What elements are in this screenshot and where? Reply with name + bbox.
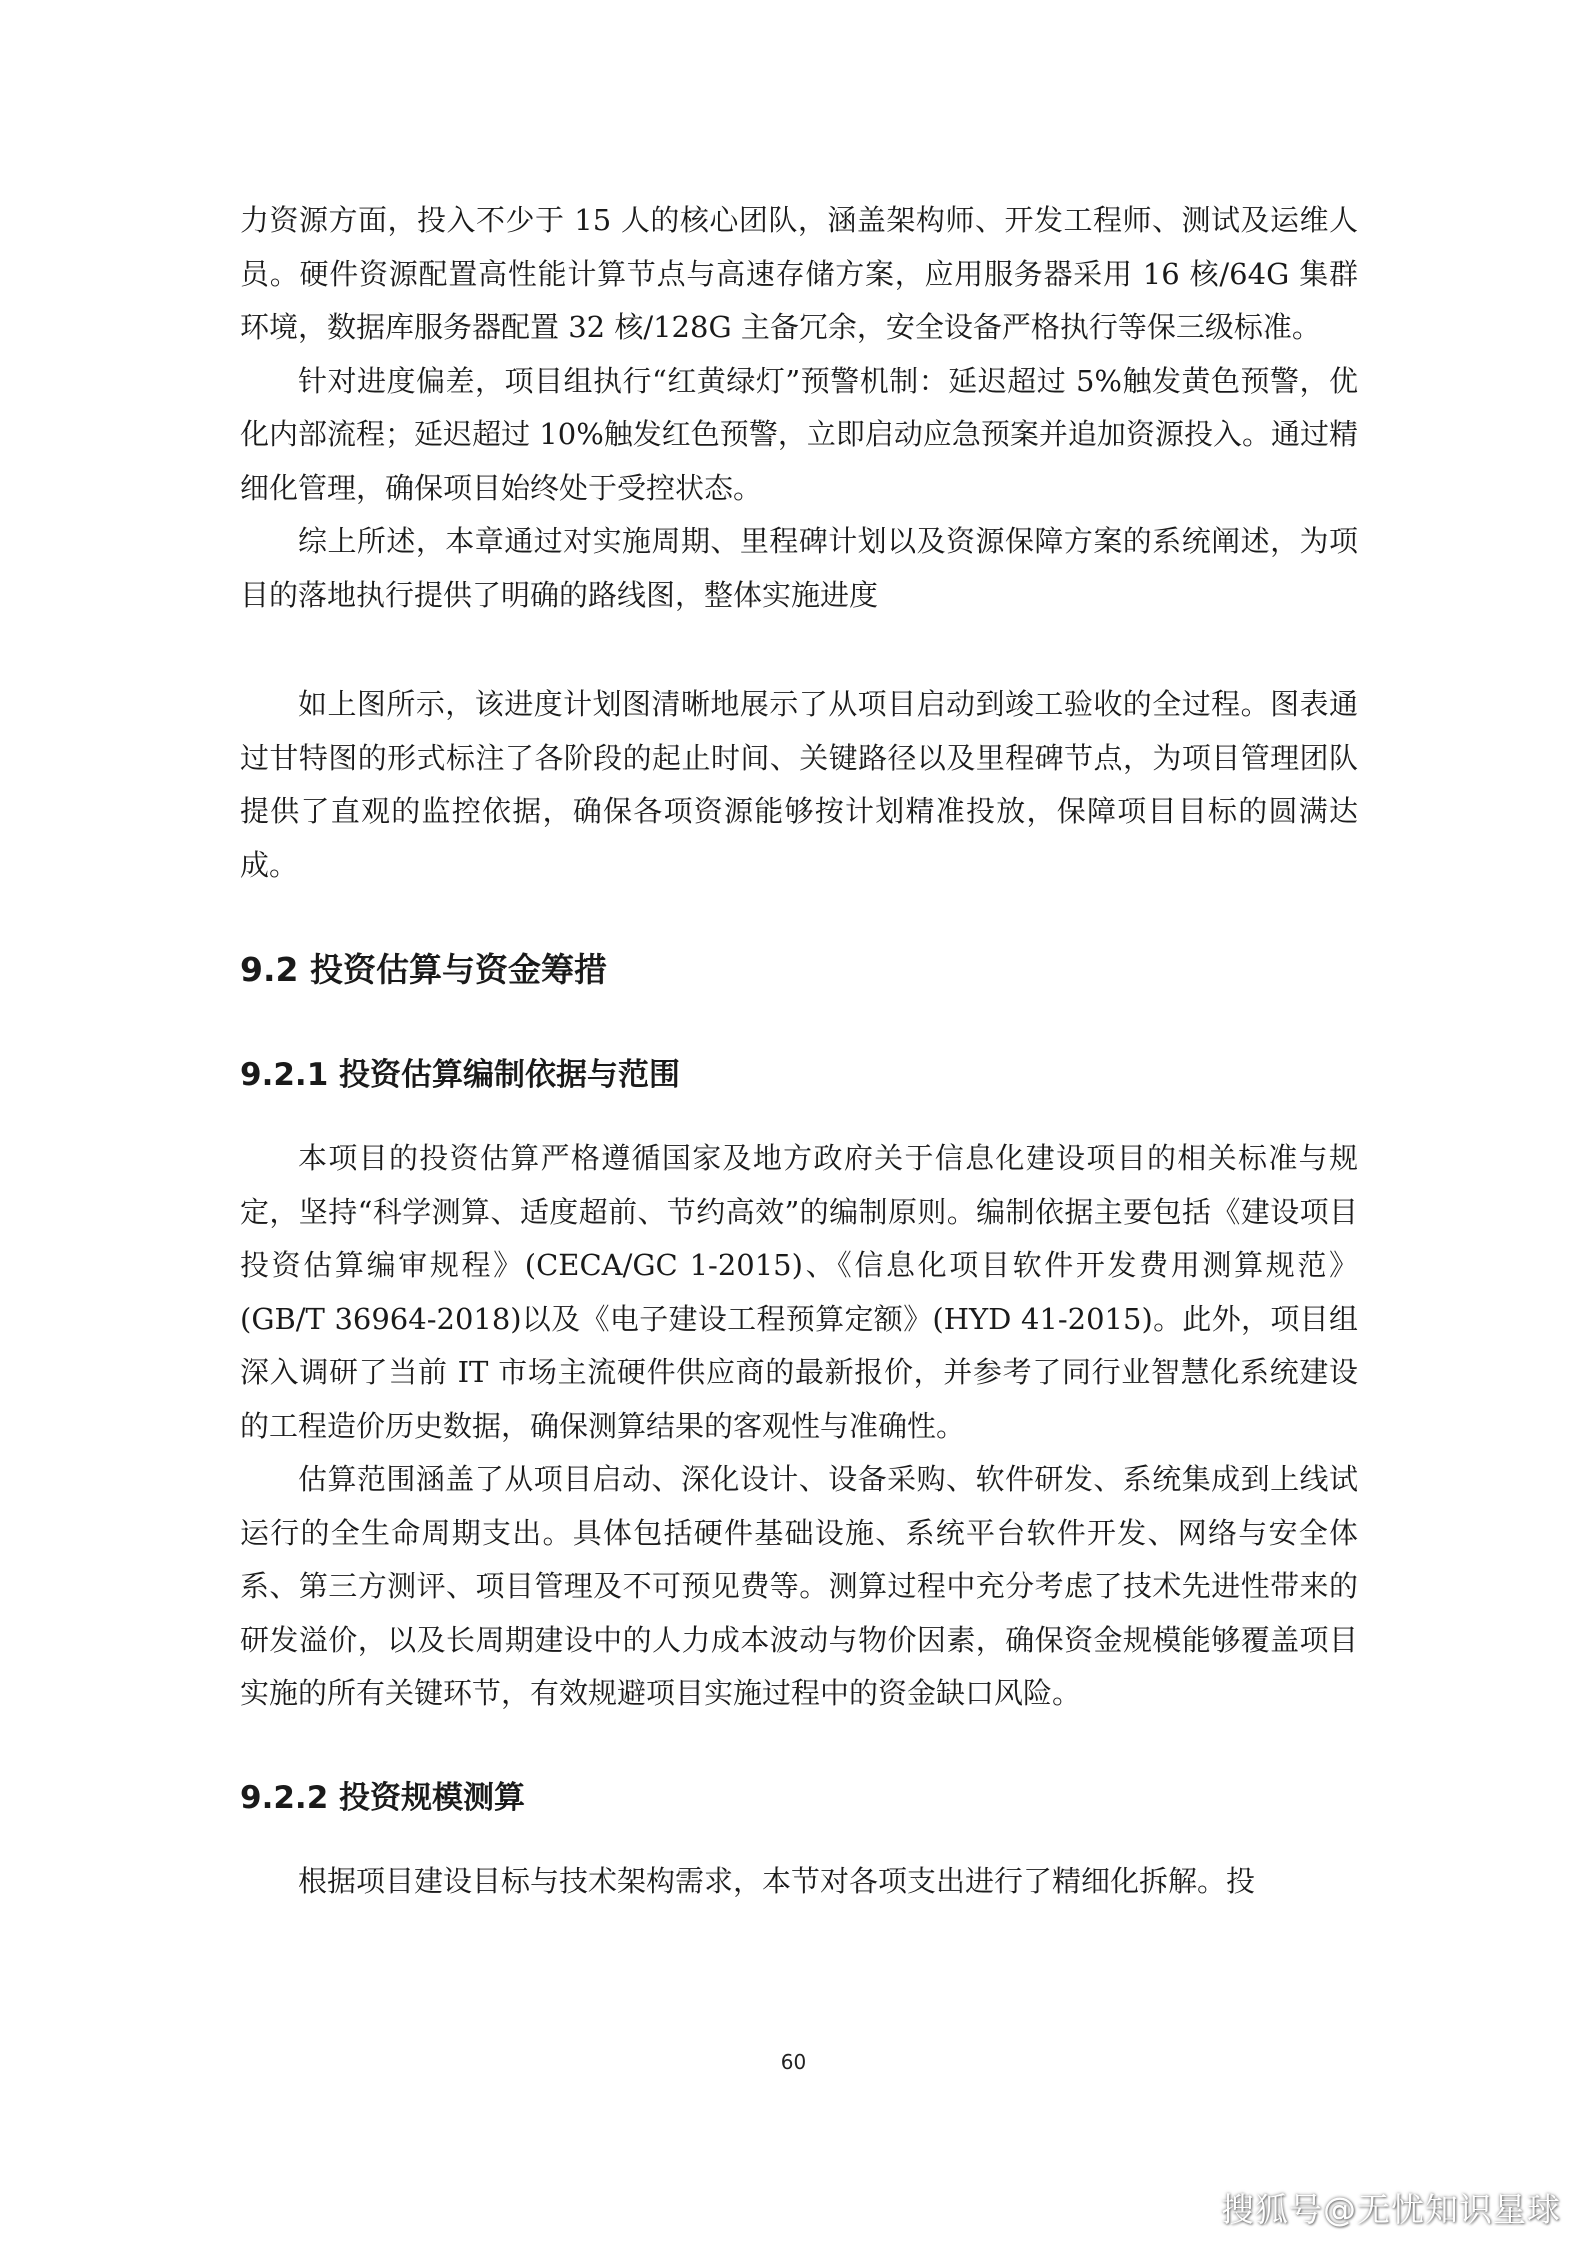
heading-section-9-2-1: 9.2.1 投资估算编制依据与范围 [240,1057,681,1093]
paragraph-estimation-scope: 估算范围涵盖了从项目启动、深化设计、设备采购、软件研发、系统集成到上线试运行的全生命周期支出。具体包括硬件基础设施、系统平台软件开发、网络与安全体系、第三方测评、项目管理及不可预见费等。测算过程中充分考虑了技术先进性带来的研发溢价，以及长周期建设中的人力成本波动与物价因素，确保资金规模能够覆盖项目实施的所有关键环节，有效规避项目实施过程中的资金缺口风险。 [240,1462,1358,1710]
paragraph-gantt-description: 如上图所示，该进度计划图清晰地展示了从项目启动到竣工验收的全过程。图表通过甘特图的形式标注了各阶段的起止时间、关键路径以及里程碑节点，为项目管理团队提供了直观的监控依据，确保各项资源能够按计划精准投放，保障项目目标的圆满达成。 [240,687,1358,882]
paragraph-progress-warning: 针对进度偏差，项目组执行“红黄绿灯”预警机制：延迟超过 5%触发黄色预警，优化内部流程；延迟超过 10%触发红色预警，立即启动应急预案并追加资源投入。通过精细化管理，确保项目始终处于受控状态。 [240,363,1358,505]
paragraph-chapter-summary: 综上所述，本章通过对实施周期、里程碑计划以及资源保障方案的系统阐述，为项目的落地执行提供了明确的路线图，整体实施进度 [240,524,1358,612]
heading-section-9-2: 9.2 投资估算与资金筹措 [240,950,607,989]
paragraph-investment-scale: 根据项目建设目标与技术架构需求，本节对各项支出进行了精细化拆解。投 [298,1863,1256,1898]
page-body [240,194,1358,1908]
heading-section-9-2-2: 9.2.2 投资规模测算 [240,1779,526,1816]
paragraph-resource-continuation: 力资源方面，投入不少于 15 人的核心团队，涵盖架构师、开发工程师、测试及运维人员。硬件资源配置高性能计算节点与高速存储方案，应用服务器采用 16 核/64G 集群环境，数据库服务器配置 32 核/128G 主备冗余，安全设备严格执行等保三级标准。 [240,203,1358,344]
page-number: 60 [780,2050,807,2074]
watermark: 搜狐号@无忧知识星球 [1221,2190,1561,2229]
paragraph-estimation-basis: 本项目的投资估算严格遵循国家及地方政府关于信息化建设项目的相关标准与规定，坚持“科学测算、适度超前、节约高效”的编制原则。编制依据主要包括《建设项目投资估算编审规程》(CECA/GC 1-2015)、《信息化项目软件开发费用测算规范》(GB/T 36964-2018)以及《电子建设工程预算定额》(HYD 41-2015)。此外，项目组深入调研了当前 IT 市场主流硬件供应商的最新报价，并参考了同行业智慧化系统建设的工程造价历史数据，确保测算结果的客观性与准确性。 [240,1141,1358,1443]
